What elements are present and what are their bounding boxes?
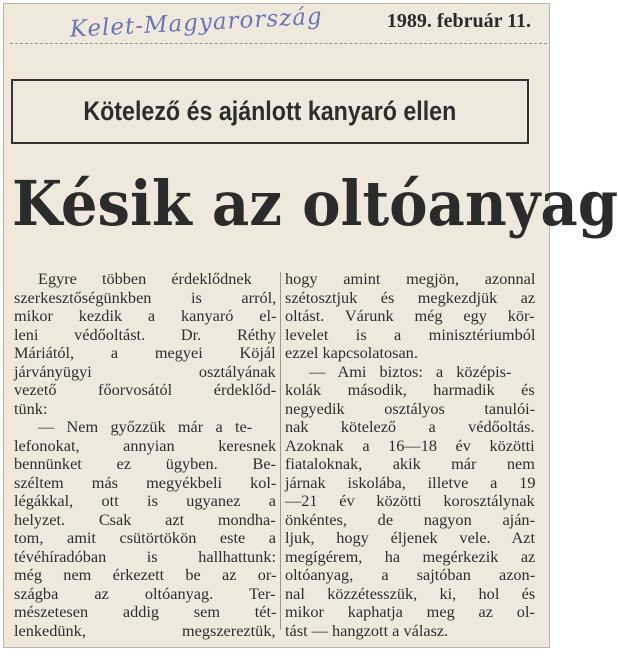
article-column-left [14,270,276,640]
text-line: lefonokat, annyian keresnek [14,435,277,455]
text-line: Egyre többen érdeklődnek [38,269,252,288]
text-line: ezzel kapcsolatosan. [285,343,418,362]
text-line: tom, amit csütörtökön este a [14,528,277,547]
text-line: — Nem győzzük már a te- [38,417,253,436]
text-line: — Ami biztos: a középis- [309,361,512,381]
publication-date: 1989. február 11. [386,10,531,32]
text-line: még nem érkezett be az or- [14,565,277,584]
text-line: Máriától, a megyei Köjál [14,343,276,362]
text-line: oltást. Várunk még egy kör- [285,306,535,325]
text-line: kolák második, harmadik és [285,380,535,399]
text-line: légákkal, ott is ugyanez a [14,491,277,510]
text-line: —21 év közötti korosztálynak [285,491,535,510]
text-line: Azoknak a 16—18 év közötti [285,435,535,455]
text-line: mészetesen addig sem tét- [14,602,277,621]
top-divider [10,43,547,44]
text-line: nak kötelező a védőoltás. [285,417,535,436]
kicker-title: Kötelező és ajánlott kanyaró ellen [83,96,457,126]
text-line: ljuk, hogy éljenek vele. Azt [285,528,536,547]
text-line: oltóanyag, a sajtóban azon- [285,565,536,584]
text-line: mikor kaphatja meg az ol- [285,602,535,621]
text-line: hogy amint megjön, azonnal [285,269,536,288]
text-line: mikor kezdik a kanyaró el- [14,306,277,325]
left-column-text [14,270,276,640]
text-line: megígérem, ha megérkezik az [285,546,536,566]
text-line: vezető főorvosától érdeklőd- [14,380,277,399]
text-line: tást — hangzott a válasz. [285,620,449,640]
column-divider [280,272,281,630]
text-line: tévéhíradóban is hallhattunk: [14,546,276,566]
text-line: szétosztjuk és megkezdjük az [285,287,536,307]
text-line: levelet is a minisztériumból [285,324,536,344]
handwritten-source-note: Kelet-Magyarország [69,3,324,43]
text-line: járványügyi osztályának [14,361,276,381]
text-line: tünk: [14,398,48,418]
article-column-right [285,270,535,640]
right-column-text [285,270,535,640]
text-line: fiataloknak, akik már nem [285,454,535,473]
text-line: lenkedünk, megszereztük, [14,620,276,640]
text-line: szágba az oltóanyag. Ter- [14,583,276,603]
text-line: nal közzétesszük, ki, hol és [285,583,536,603]
text-line: bennünket ez ügyben. Be- [14,454,276,473]
text-line: széltem más megyékbeli kol- [14,472,277,492]
text-line: helyzet. Csak azt mondha- [14,509,276,529]
text-line: negyedik osztályos tanulói- [285,398,536,418]
text-line: önkéntes, de nagyon aján- [285,509,535,529]
text-line: járnak iskolába, illetve a 19 [285,472,536,492]
text-line: leni védőoltást. Dr. Réthy [14,324,276,344]
text-line: szerkesztőségünkben is arról, [14,287,277,307]
headline: Késik az oltóanyag [12,167,618,240]
kicker-box [11,79,529,144]
